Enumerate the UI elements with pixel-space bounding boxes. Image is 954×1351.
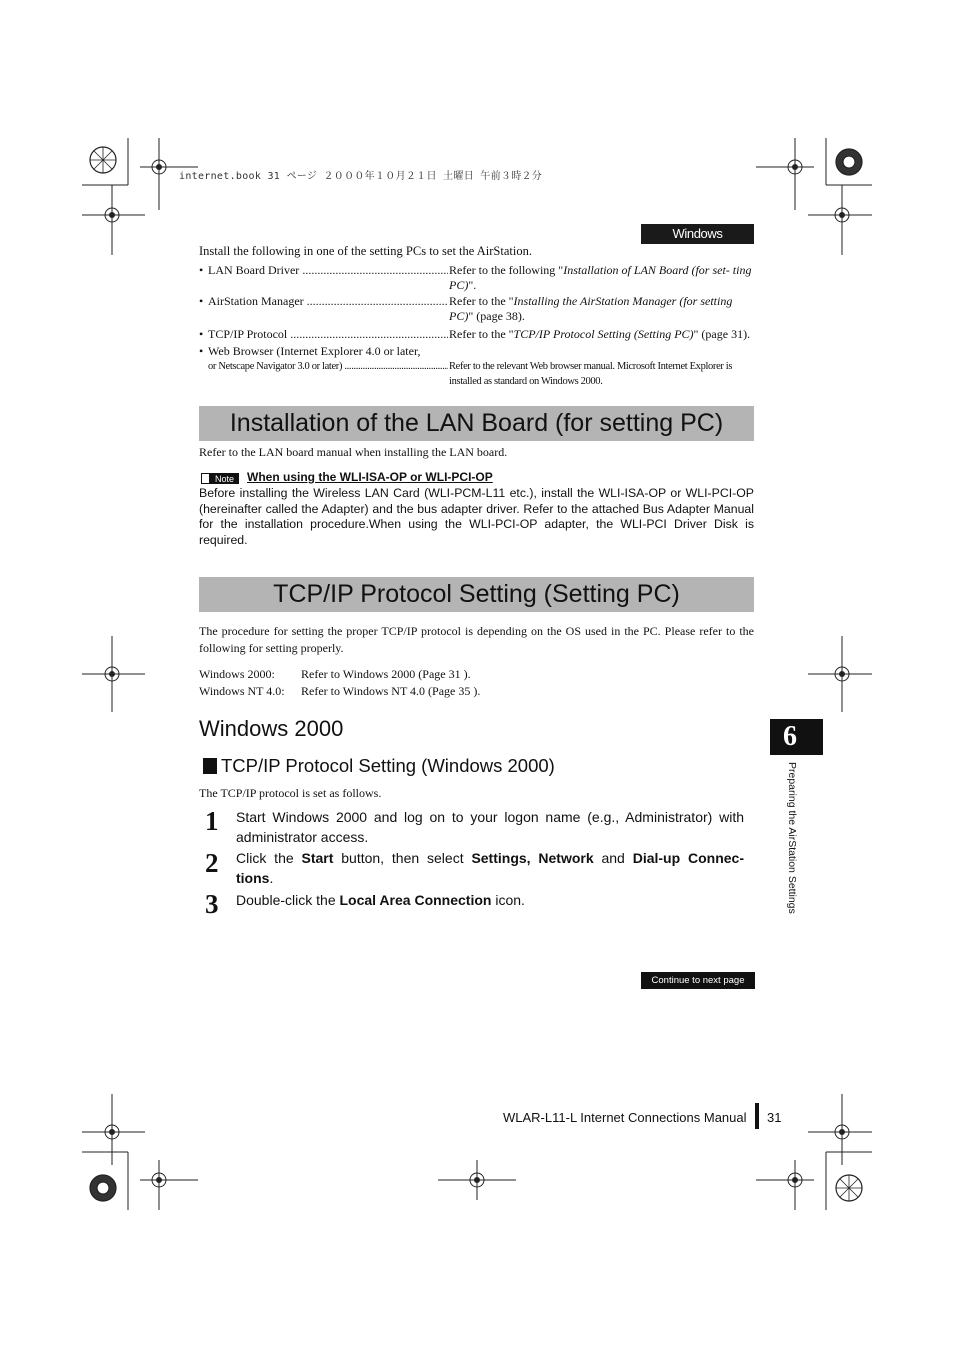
bullet: •: [199, 294, 204, 308]
section-text: The TCP/IP protocol is set as follows.: [199, 786, 382, 800]
chapter-label: Preparing the AirStation Settings: [786, 762, 798, 914]
step-text: Start Windows 2000 and log on to your logon name (e.g., Administrator) with administrator access.: [236, 809, 744, 845]
step-number: 1: [205, 806, 219, 836]
print-header: internet.book 31 ページ ２０００年１０月２１日 土曜日 午前３時２分: [179, 171, 543, 182]
bullet: •: [199, 263, 204, 277]
requirement-item: [199, 263, 754, 293]
heading-windows-2000: Windows 2000: [199, 716, 344, 741]
page-number: 31: [767, 1110, 782, 1125]
bullet: •: [199, 344, 204, 358]
section-title-lan-board: Installation of the LAN Board (for setting PC): [199, 406, 754, 441]
step-number: 3: [205, 889, 219, 919]
os-ref: Refer to Windows 2000 (Page 31 ).: [301, 667, 471, 681]
requirement-ref: Refer to the following "Installation of LAN Board (for set- ting PC)".: [449, 263, 752, 292]
note-icon: [201, 473, 239, 484]
note-body: Before installing the Wireless LAN Card (WLI-PCM-L11 etc.), install the WLI-ISA-OP or WLI-PCI-OP (hereinafter called the Adapter) and the bus adapter driver. Refer to the attached Bus Adapter Manual for the installation procedure.When using the WLI-PCI-OP adapter, the WLI-PCI Driver Disk is required.: [199, 486, 754, 547]
footer-divider: [755, 1103, 759, 1129]
square-bullet-icon: [203, 758, 217, 774]
requirement-item: [199, 294, 754, 324]
requirement-name: TCP/IP Protocol .....: [208, 327, 448, 342]
os-ref-row: [199, 684, 480, 699]
requirement-item: [199, 327, 754, 343]
requirement-name: or Netscape Navigator 3.0 or later) .....: [208, 360, 448, 375]
os-badge: Windows 2000/NT4.0: [641, 224, 754, 244]
section-text: The procedure for setting the proper TCP/IP protocol is depending on the OS used in the PC. Please refer to the following for setting properly.: [199, 624, 754, 655]
section-title-tcpip: TCP/IP Protocol Setting (Setting PC): [199, 577, 754, 612]
requirement-name: LAN Board Driver .....: [208, 263, 448, 278]
os-ref-row: [199, 667, 471, 682]
requirement-item: [199, 344, 754, 390]
step-text: Click the Start button, then select Settings, Network and Dial-up Connec- tions.: [236, 850, 744, 886]
subheading-tcpip-win2000: TCP/IP Protocol Setting (Windows 2000): [221, 755, 555, 776]
os-label: Windows 2000:: [199, 667, 275, 681]
bullet: •: [199, 327, 204, 341]
requirement-name-line1: Web Browser (Internet Explorer 4.0 or later,: [208, 344, 421, 358]
requirement-ref: Refer to the "TCP/IP Protocol Setting (Setting PC)" (page 31).: [449, 327, 751, 341]
requirement-name: AirStation Manager .....: [208, 294, 448, 309]
os-label: Windows NT 4.0:: [199, 684, 285, 698]
footer-title: WLAR-L11-L Internet Connections Manual: [503, 1110, 747, 1125]
chapter-number: 6: [770, 719, 823, 755]
continue-label: Continue to next page: [641, 972, 755, 989]
step-number: 2: [205, 848, 219, 878]
requirement-ref: Refer to the "Installing the AirStation Manager (for setting PC)" (page 38).: [449, 294, 733, 323]
step-text: Double-click the Local Area Connection icon.: [236, 892, 525, 908]
os-ref: Refer to Windows NT 4.0 (Page 35 ).: [301, 684, 481, 698]
note-title: When using the WLI-ISA-OP or WLI-PCI-OP: [247, 470, 493, 484]
requirement-ref: Refer to the relevant Web browser manual. Microsoft Internet Explorer is installed as standard on Windows 2000.: [449, 361, 733, 387]
section-text: Refer to the LAN board manual when installing the LAN board.: [199, 445, 508, 459]
intro-text: Install the following in one of the setting PCs to set the AirStation.: [199, 244, 532, 258]
svg-text:Note: Note: [214, 474, 235, 484]
